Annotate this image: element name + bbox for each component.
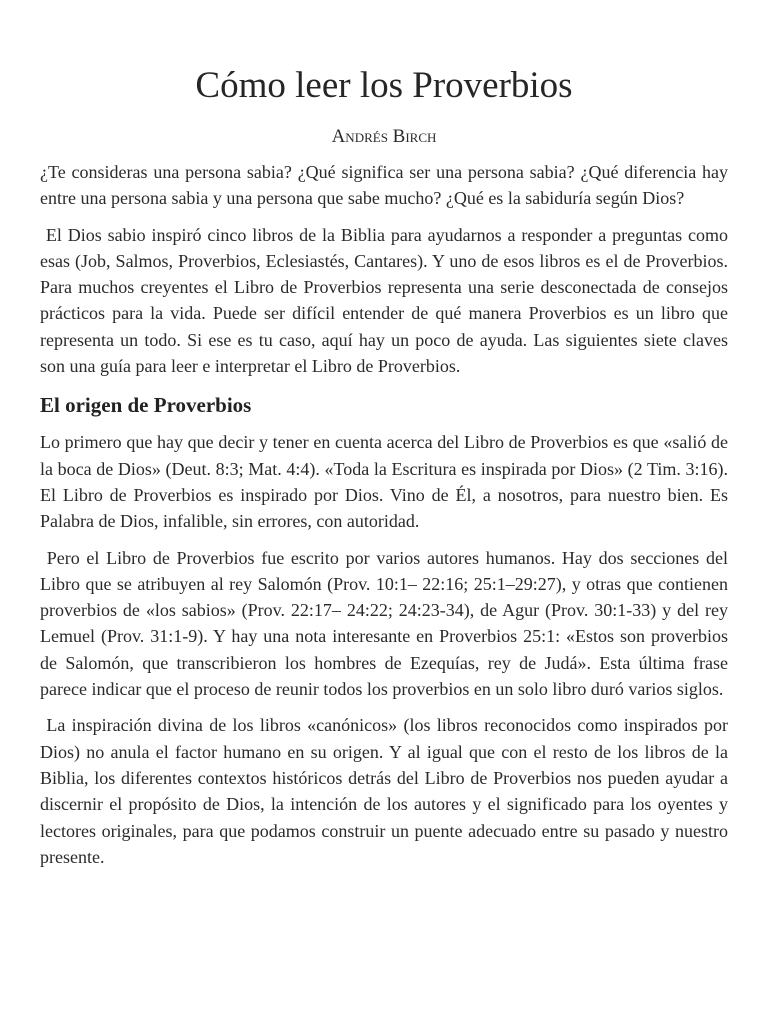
paragraph-intro-1: ¿Te consideras una persona sabia? ¿Qué significa ser una persona sabia? ¿Qué diferencia hay entre una persona sabia y una persona que sabe mucho? ¿Qué es la sabiduría según Dios? [40,162,733,209]
paragraph-section-1: Lo primero que hay que decir y tener en cuenta acerca del Libro de Proverbios es que «salió de la boca de Dios» (Deut. 8:3; Mat. 4:4). «Toda la Escritura es inspirada por Dios» (2 Tim. 3:16). El Libro de Proverbios es inspirado por Dios. Vino de Él, a nosotros, para nuestro bien. Es Palabra de Dios, infalible, sin errores, con autoridad. [40,432,733,532]
section-heading: El origen de Proverbios [40,393,252,418]
paragraph-section-3: La inspiración divina de los libros «canónicos» (los libros reconocidos como inspirados por Dios) no anula el factor humano en su origen. Y al igual que con el resto de los libros de la Biblia, los diferentes contextos históricos detrás del Libro de Proverbios nos pueden ayudar a discernir el propósito de Dios, la intención de los autores y el significado para los oyentes y lectores originales, para que podamos construir un puente adecuado entre su pasado y nuestro presente. [40,715,733,867]
paragraph-intro-2: El Dios sabio inspiró cinco libros de la Biblia para ayudarnos a responder a preguntas como esas (Job, Salmos, Proverbios, Eclesiastés, Cantares). Y uno de esos libros es el de Proverbios. Para muchos creyentes el Libro de Proverbios representa una serie desconectada de consejos prácticos para la vida. Puede ser difícil entender de qué manera Proverbios es un libro que representa un todo. Si ese es tu caso, aquí hay un poco de ayuda. Las siguientes siete claves son una guía para leer e interpretar el Libro de Proverbios. [40,224,733,377]
document-page [40,0,733,870]
document-title: Cómo leer los Proverbios [195,65,573,106]
paragraph-section-2: Pero el Libro de Proverbios fue escrito por varios autores humanos. Hay dos secciones del Libro que se atribuyen al rey Salomón (Prov. 10:1– 22:16; 25:1–29:27), y otras que contienen proverbios de «los sabios» (Prov. 22:17– 24:22; 24:23-34), de Agur (Prov. 30:1-33) y del rey Lemuel (Prov. 31:1-9). Y hay una nota interesante en Proverbios 25:1: «Estos son proverbios de Salomón, que transcribieron los hombres de Ezequías, rey de Judá». Esta última frase parece indicar que el proceso de reunir todos los proverbios en un solo libro duró varios siglos. [40,547,733,700]
document-author: Andrés Birch [331,126,437,147]
